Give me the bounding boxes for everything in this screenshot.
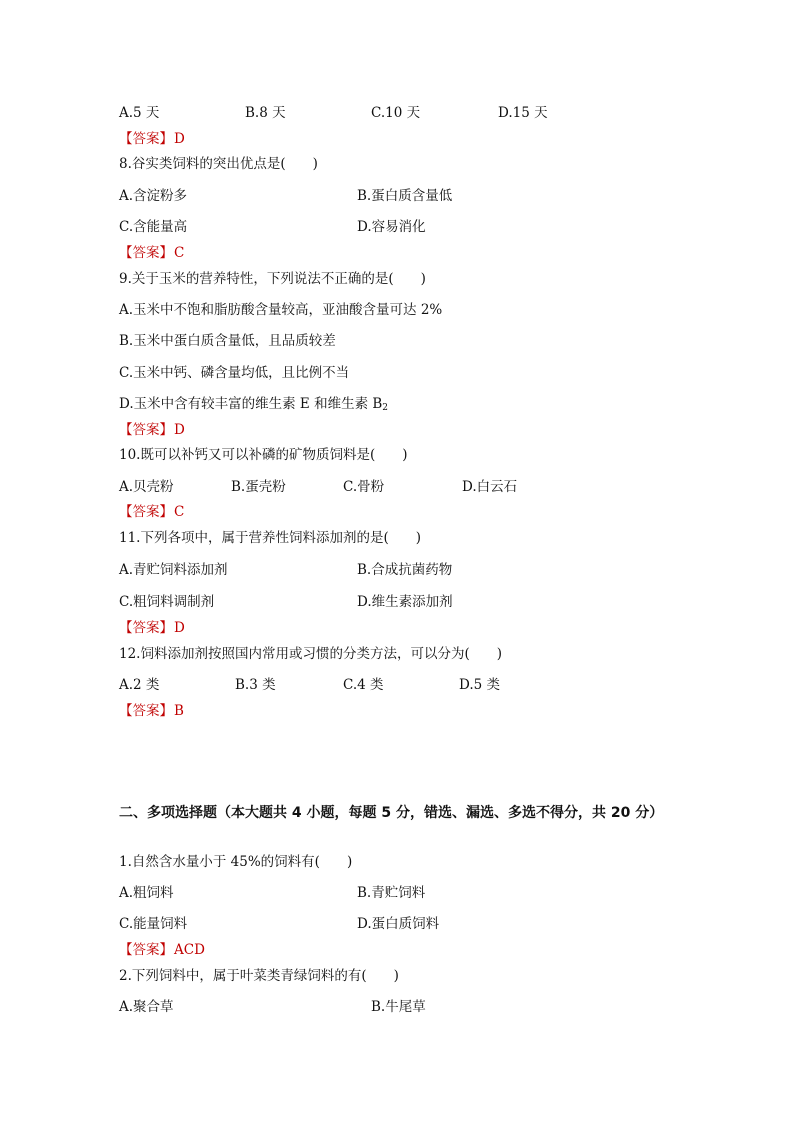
m1-answer bbox=[119, 941, 205, 959]
q10-stem: 10.既可以补钙又可以补磷的矿物质饲料是( ) bbox=[119, 447, 408, 463]
q10-option-c: C.骨粉 bbox=[343, 479, 385, 495]
q12-option-c: C.4 类 bbox=[343, 677, 384, 693]
q11-option-b: B.合成抗菌药物 bbox=[357, 562, 453, 578]
q11-option-c: C.粗饲料调制剂 bbox=[119, 594, 215, 610]
m1-option-b: B.青贮饲料 bbox=[357, 885, 426, 901]
answer-label: 【答案】 bbox=[119, 422, 173, 438]
q12-option-d: D.5 类 bbox=[459, 677, 501, 693]
m2-stem: 2.下列饲料中，属于叶菜类青绿饲料的有( ) bbox=[119, 968, 399, 984]
m1-option-d: D.蛋白质饲料 bbox=[357, 916, 440, 932]
answer-value: C bbox=[174, 504, 185, 520]
answer-value: ACD bbox=[174, 942, 205, 958]
q9-answer bbox=[119, 421, 185, 439]
q7-option-a: A.5 天 bbox=[119, 105, 160, 121]
answer-value: D bbox=[174, 131, 185, 147]
q11-option-a: A.青贮饲料添加剂 bbox=[119, 562, 228, 578]
q7-option-b: B.8 天 bbox=[245, 105, 286, 121]
answer-value: B bbox=[174, 703, 184, 719]
q8-option-c: C.含能量高 bbox=[119, 219, 188, 235]
q9-option-d bbox=[119, 395, 388, 417]
q8-option-a: A.含淀粉多 bbox=[119, 188, 188, 204]
q7-answer bbox=[119, 130, 185, 148]
q8-answer bbox=[119, 244, 184, 262]
answer-label: 【答案】 bbox=[119, 504, 173, 520]
q8-option-d: D.容易消化 bbox=[357, 219, 426, 235]
answer-label: 【答案】 bbox=[119, 703, 173, 719]
answer-label: 【答案】 bbox=[119, 942, 173, 958]
q12-option-b: B.3 类 bbox=[235, 677, 276, 693]
answer-value: D bbox=[174, 422, 185, 438]
q10-answer bbox=[119, 503, 184, 521]
q11-option-d: D.维生素添加剂 bbox=[357, 594, 453, 610]
q8-stem: 8.谷实类饲料的突出优点是( ) bbox=[119, 156, 318, 172]
m2-option-a: A.聚合草 bbox=[119, 999, 174, 1015]
m1-option-a: A.粗饲料 bbox=[119, 885, 174, 901]
m2-option-b: B.牛尾草 bbox=[371, 999, 426, 1015]
answer-value: C bbox=[174, 245, 185, 261]
q9-option-b: B.玉米中蛋白质含量低，且品质较差 bbox=[119, 333, 336, 349]
q7-option-d: D.15 天 bbox=[498, 105, 548, 121]
answer-label: 【答案】 bbox=[119, 620, 173, 636]
answer-label: 【答案】 bbox=[119, 131, 173, 147]
q9-option-a: A.玉米中不饱和脂肪酸含量较高，亚油酸含量可达 2% bbox=[119, 302, 443, 318]
q9-option-d-text: D.玉米中含有较丰富的维生素 E 和维生素 B bbox=[119, 396, 383, 412]
q10-option-d: D.白云石 bbox=[462, 479, 518, 495]
q10-option-a: A.贝壳粉 bbox=[119, 479, 174, 495]
q7-option-c: C.10 天 bbox=[371, 105, 421, 121]
answer-label: 【答案】 bbox=[119, 245, 173, 261]
q9-stem: 9.关于玉米的营养特性，下列说法不正确的是( ) bbox=[119, 271, 426, 287]
q12-option-a: A.2 类 bbox=[119, 677, 160, 693]
q11-answer bbox=[119, 619, 185, 637]
m1-option-c: C.能量饲料 bbox=[119, 916, 188, 932]
m1-stem: 1.自然含水量小于 45%的饲料有( ) bbox=[119, 854, 353, 870]
q11-stem: 11.下列各项中，属于营养性饲料添加剂的是( ) bbox=[119, 530, 422, 546]
answer-value: D bbox=[174, 620, 185, 636]
section-heading: 二、多项选择题（本大题共 4 小题，每题 5 分，错选、漏选、多选不得分，共 20 分） bbox=[119, 805, 664, 821]
q12-answer bbox=[119, 702, 184, 720]
q10-option-b: B.蛋壳粉 bbox=[231, 479, 286, 495]
q9-option-d-subscript: 2 bbox=[382, 403, 389, 413]
q12-stem: 12.饲料添加剂按照国内常用或习惯的分类方法，可以分为( ) bbox=[119, 646, 503, 662]
q9-option-c: C.玉米中钙、磷含量均低，且比例不当 bbox=[119, 365, 350, 381]
q8-option-b: B.蛋白质含量低 bbox=[357, 188, 453, 204]
